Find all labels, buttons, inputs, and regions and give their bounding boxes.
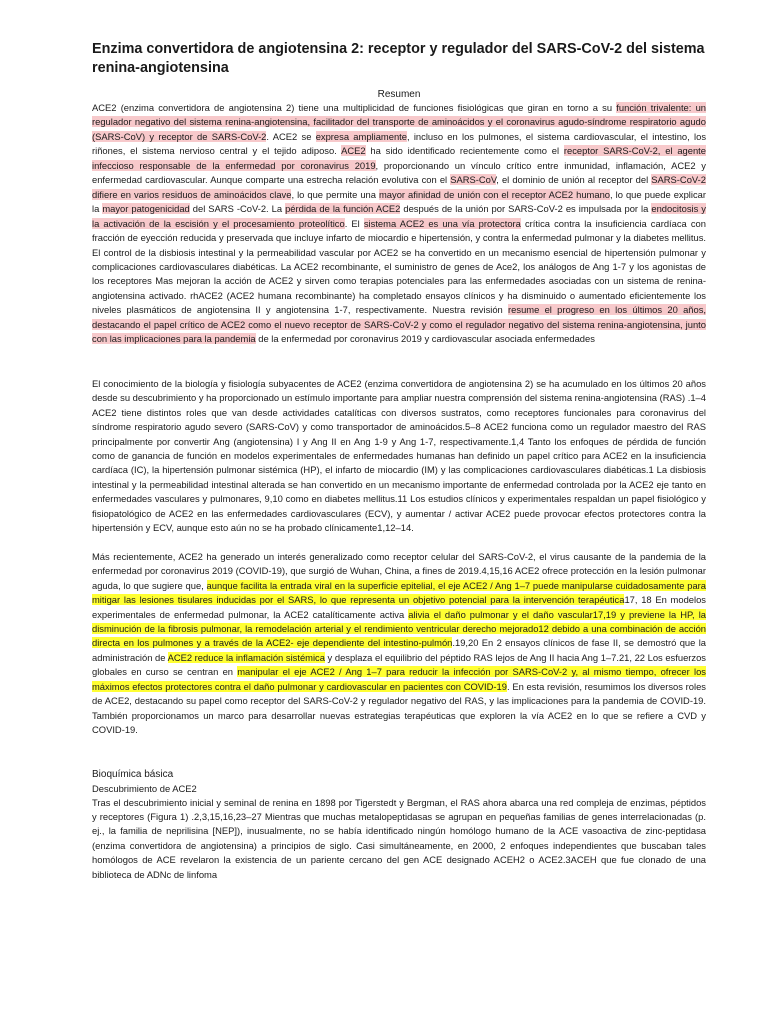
highlighted-text: mayor afinidad de unión con el receptor ACE2 humano <box>378 188 611 200</box>
highlighted-text: manipular el eje ACE2 / Ang 1–7 para reducir la infección por SARS-CoV-2 y, al mismo tiempo, ofrecer los máximos efectos protectores contra el daño pulmonar y cardiovascular en pacientes con COVID-19 <box>92 666 706 692</box>
highlighted-text: función trivalente: un regulador negativo del sistema renina-angiotensina, facilitador del transporte de aminoácidos y el coronavirus agudo-síndrome respiratorio agudo (SARS-CoV) y receptor de SARS-CoV-2 <box>92 102 706 142</box>
highlighted-text: expresa ampliamente <box>315 130 407 142</box>
highlighted-text: aunque facilita la entrada viral en la superficie epitelial, el eje ACE2 / Ang 1–7 puede manipularse cuidadosamente para mitigar las lesiones tisulares inducidas por el SARS, lo que representa un objetivo potencial para la intervención terapéutica <box>92 579 706 606</box>
highlighted-text: ACE2 reduce la inflamación sistémica <box>167 651 325 663</box>
highlighted-text: pérdida de la función ACE2 <box>285 203 401 215</box>
intro-paragraph-1 <box>92 377 706 536</box>
abstract-heading: Resumen <box>377 89 421 100</box>
text-run: , lo que permite una <box>291 188 379 200</box>
text-run: . ACE2 se <box>266 130 316 142</box>
document-title: Enzima convertidora de angiotensina 2: receptor y regulador del SARS-CoV-2 del sistema renina-angiotensina <box>92 41 705 76</box>
text-run: crítica contra la insuficiencia cardíaca con fracción de eyección reducida y preservada que incluye infarto de miocardio e hipertensión, y contra la enfermedad pulmonar y la diabetes mellitus. El control de la disbiosis intestinal y la permeabilidad vascular por ACE2 se ha convertido en un mecanismo esencial de hipertensión pulmonar y complicaciones cardiovasculares diabéticas. La ACE2 recombinante, el suministro de genes de Ace2, los análogos de Ang 1-7 y los agonistas de los receptores Mas mejoran la acción de ACE2 y sirven como terapias potenciales para las enfermedades asociadas con un sistema de renina-angiotensina activado. rhACE2 (ACE2 humana recombinante) ha completado ensayos clínicos y ha disminuido o aumentado eficientemente los niveles plasmáticos de angiotensina II y angiotensina 1-7, respectivamente. Nuestra revisión <box>92 217 706 316</box>
text-run: ACE2 (enzima convertidora de angiotensina 2) tiene una multiplicidad de funciones fisiológicas que giran en torno a su <box>92 102 617 113</box>
text-run: Más recientemente, ACE2 ha generado un interés generalizado como receptor celular del SARS-CoV-2, el virus causante de la pandemia de la enfermedad por coronavirus 2019 (COVID-19), que surgió de Wuhan, China, a fines de 2019.4,15,16 ACE2 ofrece protección en la lesión pulmonar aguda, lo que sugiere que, <box>92 550 706 591</box>
text-run: después de la unión por SARS-CoV-2 es impulsada por la <box>400 203 652 215</box>
text-run: y desplaza el equilibrio del péptido RAS lejos de Ang II hacia Ang 1–7.21, 22 Los esfuerzos globales en curso se centran en <box>92 651 706 678</box>
highlighted-text: resume el progreso en los últimos 20 años, destacando el papel crítico de ACE2 como el nuevo receptor de SARS-CoV-2 y como el regulador negativo del sistema renina-angiotensina, junto con las implicaciones para la pandemia <box>92 304 706 345</box>
text-run: 17, 18 En modelos experimentales de enfermedad pulmonar, la ACE2 catalíticamente activa <box>92 594 706 620</box>
text-run: . El <box>344 217 364 229</box>
highlighted-text: ACE2 <box>341 145 366 157</box>
highlighted-text: endocitosis y la activación de la escisión y el procesamiento proteolítico <box>92 203 706 229</box>
highlighted-text: SARS-CoV <box>450 174 497 186</box>
highlighted-text: receptor SARS-CoV-2, el agente infeccioso responsable de la enfermedad por coronavirus 2019 <box>92 145 706 171</box>
subsection-heading: Descubrimiento de ACE2 <box>92 782 197 794</box>
text-run: del SARS -CoV-2. La <box>189 203 286 215</box>
text-run: .19,20 En 2 ensayos clínicos de fase II, se demostró que la administración de <box>92 637 706 663</box>
section-paragraph <box>92 796 706 883</box>
highlighted-text: SARS-CoV-2 difiere en varios residuos de aminoácidos clave <box>92 174 706 200</box>
text-run: , proporcionando un vínculo crítico entre inmunidad, inflamación, ACE2 y enfermedad cardiovascular. Aunque comparte una estrecha relación evolutiva con el <box>92 159 706 186</box>
highlighted-text: alivia el daño pulmonar y el daño vascular17,19 y previene la HP, la disminución de la fibrosis pulmonar, la remodelación arterial y el rendimiento ventricular derecho mejorado12 debido a una combinación de acción directa en los pulmones y a través de la ACE2- eje dependiente del intestino-pulmón <box>92 608 706 649</box>
text-run: . En esta revisión, resumimos los diversos roles de ACE2, destacando su papel como receptor del SARS-CoV-2 y regulador negativo del RAS, y las implicaciones para la pandemia de COVID-19. También proporcionamos un marco para desarrollar nuevas estrategias terapéuticas que exploren la vía ACE2 en lo que se refiere a CVD y COVID-19. <box>92 680 706 736</box>
text-run: ha sido identificado recientemente como el <box>365 145 564 157</box>
text-run: , incluso en los pulmones, el sistema cardiovascular, el intestino, los riñones, el sistema nervioso central y el tejido adiposo. <box>92 130 707 157</box>
text-run: de la enfermedad por coronavirus 2019 y cardiovascular asociada enfermedades <box>255 333 595 345</box>
text-run: Tras el descubrimiento inicial y seminal de renina en 1898 por Tigerstedt y Bergman, el RAS ahora abarca una red compleja de enzimas, péptidos y receptores (Figura 1) .2,3,15,16,23–27 Mientras que muchas metalopeptidasas se agrupan en pequeñas familias de genes interrelacionadas (p. ej., la familia de neprilisina [NEP]), inusualmente, no se había identificado ningún homólogo humano de la ACE vasoactiva de zinc-peptidasa (enzima convertidora de angiotensina) a principios de siglo. Casi simultáneamente, en 2000, 2 enfoques independientes que buscaban tales homólogos de ACE revelaron la existencia de un pariente cercano del gen ACE designado ACEH2 o ACE2.3ACEH que fue clonado de una biblioteca de ADNc de linfoma <box>92 796 706 880</box>
abstract-paragraph <box>92 101 706 347</box>
text-run: El conocimiento de la biología y fisiología subyacentes de ACE2 (enzima convertidora de angiotensina 2) se ha acumulado en los últimos 20 años desde su descubrimiento y ha proporcionado un estímulo importante para ampliar nuestra comprensión del sistema renina-angiotensina (RAS) .1–4 ACE2 tiene distintos roles que van desde actividades catalíticas con diversos sustratos, como receptores funcionales para coronavirus del síndrome respiratorio agudo severo (SARS-CoV) y como transportador de aminoácidos.5–8 ACE2 funciona como un regulador maestro del RAS principalmente por convertir Ang (angiotensina) I y Ang II en Ang 1-9 y Ang 1-7, respectivamente.1,4 Tanto los enfoques de pérdida de función como de ganancia de función en modelos experimentales de enfermedades humanas han definido un papel crítico para ACE2 en la insuficiencia cardíaca (IC), la hipertensión pulmonar sistémica (HP), el infarto de miocardio (IM) y las complicaciones cardiovasculares diabéticas.1 La disbiosis intestinal y la permeabilidad intestinal alterada se han convertido en un mecanismo importante de enfermedad controlada por la ACE2 eje tanto en enfermedades vasculares y pulmonares, 9,10 como en diabetes mellitus.11 Los estudios clínicos y experimentales respaldan un papel fisiológico y fisiopatológico de ACE2 en las enfermedades cardiovasculares (ECV), y aumentar / activar ACE2 puede provocar efectos protectores contra la hipertensión y ECV, aunque esto aún no se ha probado clínicamente1,12–14. <box>92 377 706 534</box>
highlighted-text: mayor patogenicidad <box>102 203 190 215</box>
intro-paragraph-2 <box>92 550 706 738</box>
text-run: , el dominio de unión al receptor del <box>496 174 652 186</box>
highlighted-text: sistema ACE2 es una vía protectora <box>363 217 521 229</box>
section-heading: Bioquímica básica <box>92 768 174 780</box>
text-run: , lo que puede explicar la <box>92 188 706 215</box>
